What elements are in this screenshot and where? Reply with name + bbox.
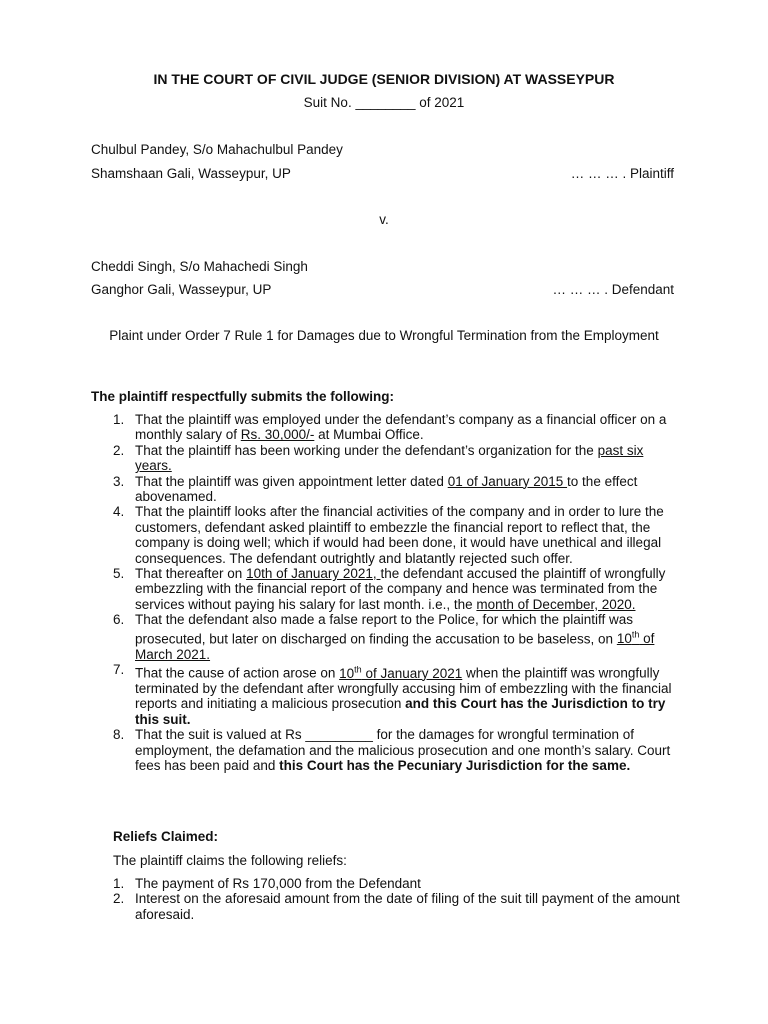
submission-item: 6. That the defendant also made a false report to the Police, for which the plaintiff was prosecuted, but later on discharged on finding the accusation to be baseless, on 10th of March 2021. xyxy=(113,612,655,662)
plaint-title: Plaint under Order 7 Rule 1 for Damages due to Wrongful Termination from the Employment xyxy=(109,328,659,343)
reliefs-heading: Reliefs Claimed: xyxy=(113,829,219,844)
plaintiff-role: … … … . Plaintiff xyxy=(570,166,674,181)
submission-item: 8. That the suit is valued at Rs _________ for the damages for wrongful termination of employment, the defamation and the malicious prosecution and one month’s salary. Court fees has been paid and this Court has the Pecuniary Jurisdiction for the same. xyxy=(113,727,671,773)
submission-item: 3. That the plaintiff was given appointment letter dated 01 of January 2015 to the effect abovenamed. xyxy=(113,473,638,505)
court-heading: IN THE COURT OF CIVIL JUDGE (SENIOR DIVISION) AT WASSEYPUR xyxy=(153,71,615,87)
submission-item: 2. That the plaintiff has been working under the defendant’s organization for the past six years. xyxy=(113,442,644,474)
relief-item: 1. The payment of Rs 170,000 from the Defendant xyxy=(113,876,421,891)
relief-item: 2. Interest on the aforesaid amount from the date of filing of the suit till payment of the amount aforesaid. xyxy=(113,891,680,922)
defendant-address: Ganghor Gali, Wasseypur, UP xyxy=(91,282,272,297)
plaintiff-address: Shamshaan Gali, Wasseypur, UP xyxy=(91,166,291,181)
plaintiff-name: Chulbul Pandey, S/o Mahachulbul Pandey xyxy=(91,142,343,157)
reliefs-list xyxy=(113,876,683,922)
reliefs-intro: The plaintiff claims the following reliefs: xyxy=(113,853,347,868)
submission-item: 1. That the plaintiff was employed under the defendant’s company as a financial officer on a monthly salary of Rs. 30,000/- at Mumbai Office. xyxy=(113,412,667,443)
defendant-name: Cheddi Singh, S/o Mahachedi Singh xyxy=(91,259,308,274)
submits-heading: The plaintiff respectfully submits the following: xyxy=(91,389,395,404)
submission-list xyxy=(113,412,683,773)
submission-item: 5. That thereafter on 10th of January 2021, the defendant accused the plaintiff of wrongfully embezzling with the financial report of the company and hence was terminated from the services without paying his salary for last month. i.e., the month of December, 2020. xyxy=(113,566,666,612)
submission-item: 7. That the cause of action arose on 10th of January 2021 when the plaintiff was wrongfully terminated by the defendant after wrongfully accusing him of embezzling with the financial reports and initiating a malicious prosecution and this Court has the Jurisdiction to try this suit. xyxy=(113,662,672,727)
suit-number: Suit No. ________ of 2021 xyxy=(303,95,465,110)
versus-label: v. xyxy=(379,212,389,227)
submission-item: 4. That the plaintiff looks after the financial activities of the company and in order to lure the customers, defendant asked plaintiff to embezzle the financial report to reflect that, the company is doing well; which if would had been done, it would have unethical and illegal consequences. The defendant outrightly and blatantly rejected such offer. xyxy=(113,504,664,566)
defendant-role: … … … . Defendant xyxy=(552,282,674,297)
